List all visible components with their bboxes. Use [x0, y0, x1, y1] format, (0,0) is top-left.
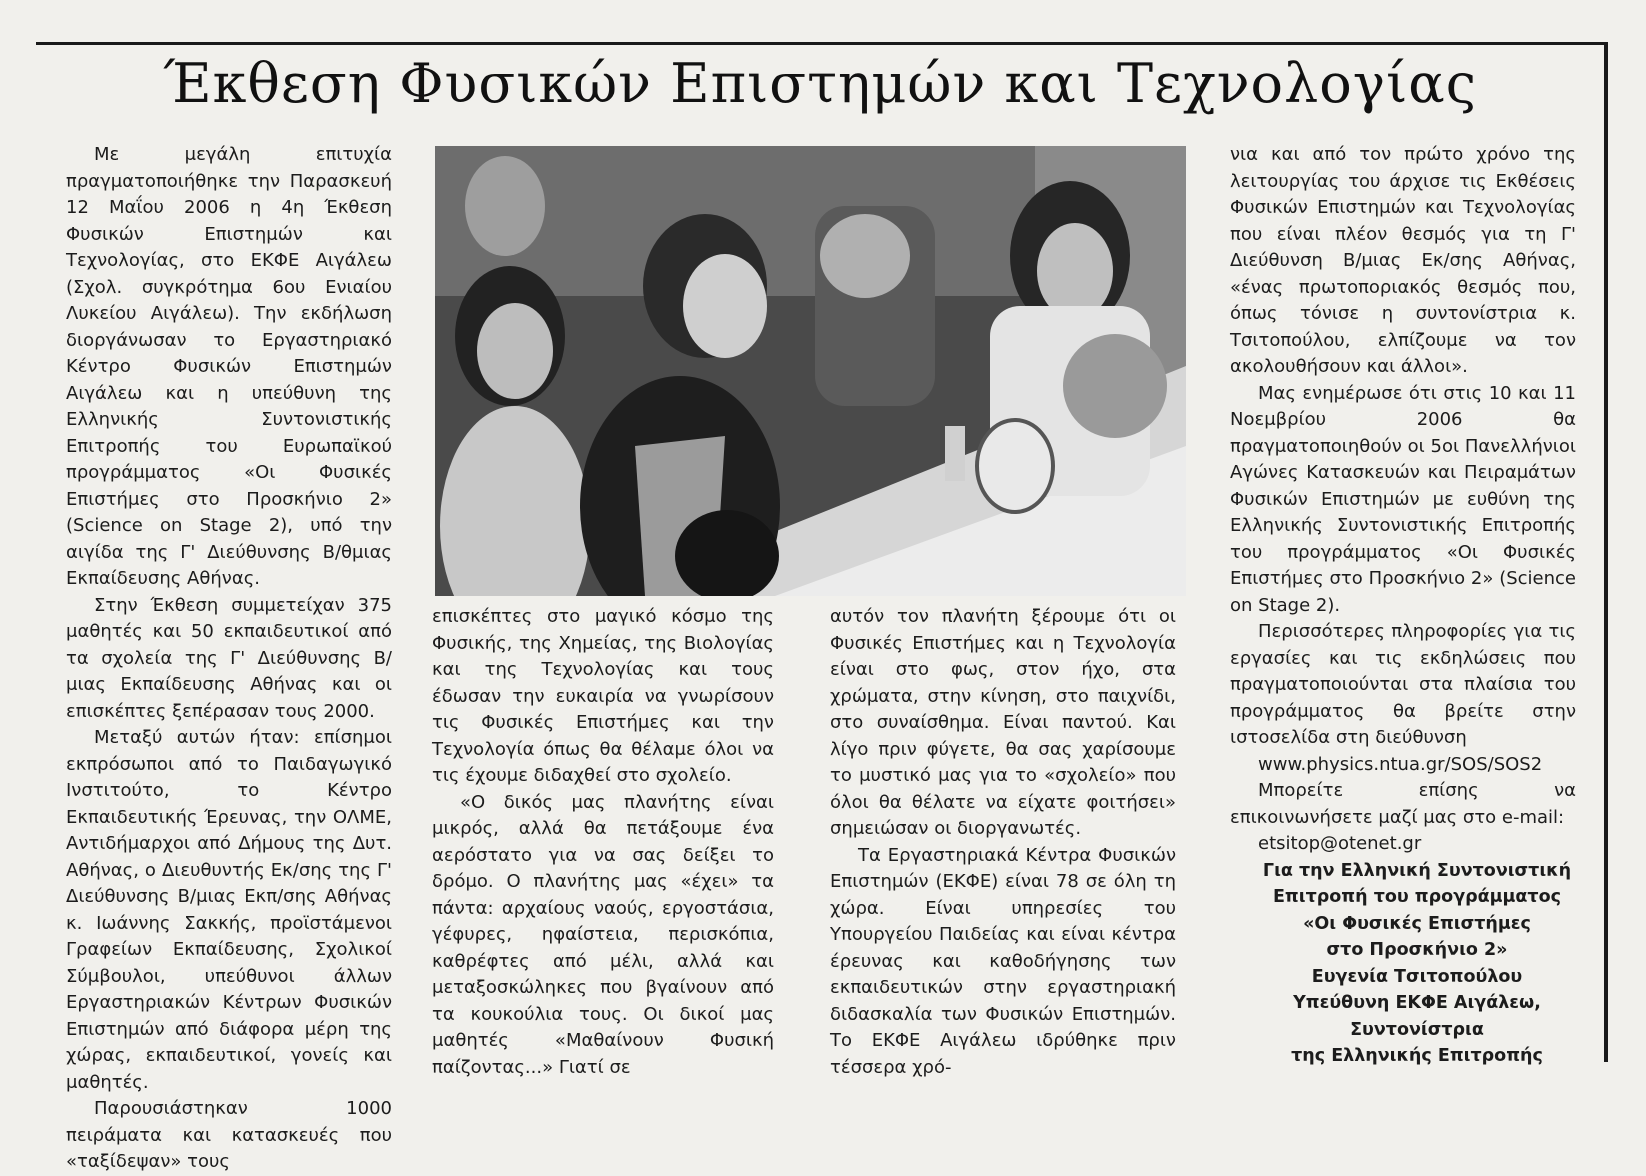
signature-line: της Ελληνικής Επιτροπής [1291, 1046, 1543, 1066]
paragraph: αυτόν τον πλανήτη ξέρουμε ότι οι Φυσικές Επιστήμες και η Τεχνολογία είναι στο φως, στον ήχο, στα χρώματα, στην κίνηση, στο παιχνίδι, στο συναίσθημα. Είναι παντού. Και λίγο πριν φύγετε, θα σας χαρίσουμε το μυστικό μας για το «σχολείο» που όλοι θα θέλατε να είχατε φοιτήσει» σημειώσαν οι διοργανωτές. [830, 606, 1176, 839]
right-rule [1604, 42, 1608, 1062]
column-4 [1230, 142, 1576, 1070]
top-rule [36, 42, 1604, 45]
paragraph: Μεταξύ αυτών ήταν: επίσημοι εκπρόσωποι από το Παιδαγωγικό Ινστιτούτο, το Κέντρο Εκπαιδευτικής Έρευνας, την ΟΛΜΕ, Αντιδήμαρχοι από Δήμους της Δυτ. Αθήνας, ο Διευθυντής Εκ/σης της Γ' Διεύθυνσης Β/μιας Εκπ/σης Αθήνας κ. Ιωάννης Σακκής, προϊστάμενοι Γραφείων Εκπαίδευσης, Σχολικοί Σύμβουλοι, υπεύθυνοι άλλων Εργαστηριακών Κέντρων Φυσικών Επιστημών από διάφορα μέρη της χώρας, εκπαιδευτικοί, γονείς και μαθητές. [66, 727, 392, 1093]
column-2 [432, 604, 774, 1081]
signature-line: Υπεύθυνη ΕΚΦΕ Αιγάλεω, [1293, 993, 1541, 1013]
column-3 [830, 604, 1176, 1081]
paragraph: Περισσότερες πληροφορίες για τις εργασίες και τις εκδηλώσεις που πραγματοποιούνται στα πλαίσια του προγράμματος θα βρείτε στην ιστοσελίδα στη διεύθυνση [1230, 621, 1576, 748]
article-photo [435, 146, 1186, 596]
paragraph: Μπορείτε επίσης να επικοινωνήσετε μαζί μας στο e-mail: [1230, 780, 1576, 828]
paragraph: Μας ενημέρωσε ότι στις 10 και 11 Νοεμβρίου 2006 θα πραγματοποιηθούν οι 5οι Πανελλήνιοι Αγώνες Κατασκευών και Πειραμάτων Φυσικών Επιστημών με ευθύνη της Ελληνικής Συντονιστικής Επιτροπής του προγράμματος «Οι Φυσικές Επιστήμες στο Προσκήνιο 2» (Science on Stage 2). [1230, 382, 1576, 616]
paragraph: νια και από τον πρώτο χρόνο της λειτουργίας του άρχισε τις Εκθέσεις Φυσικών Επιστημών και Τεχνολογίας που είναι πλέον θεσμός για τη Γ' Διεύθυνση Β/μιας Εκ/σης Αθήνας, «ένας πρωτοποριακός θεσμός που, όπως τόνισε η συντονίστρια κ. Τσιτοπούλου, ελπίζουμε να τον ακολουθήσουν και άλλοι». [1230, 144, 1576, 377]
signature-line: Ευγενία Τσιτοπούλου [1311, 966, 1523, 987]
students-photo-illustration [435, 146, 1186, 596]
paragraph: Με μεγάλη επιτυχία πραγματοποιήθηκε την Παρασκευή 12 Μαΐου 2006 η 4η Έκθεση Φυσικών Επιστημών και Τεχνολογίας, στο ΕΚΦΕ Αιγάλεω (Σχολ. συγκρότημα 6ου Ενιαίου Λυκείου Αιγάλεω). Την εκδήλωση διοργάνωσαν το Εργαστηριακό Κέντρο Φυσικών Επιστημών Αιγάλεω και η υπεύθυνη της Ελληνικής Συντονιστικής Επιτροπής του Ευρωπαϊκού προγράμματος «Οι Φυσικές Επιστήμες στο Προσκήνιο 2» (Science on Stage 2), υπό την αιγίδα της Γ' Διεύθυνσης Β/θμιας Εκπαίδευσης Αθήνας. [66, 144, 392, 589]
signature-block [1230, 858, 1576, 1070]
paragraph: επισκέπτες στο μαγικό κόσμο της Φυσικής, της Χημείας, της Βιολογίας και της Τεχνολογίας και τους έδωσαν την ευκαιρία να γνωρίσουν τις Φυσικές Επιστήμες και την Τεχνολογία όπως θα θέλαμε όλοι να τις έχουμε διδαχθεί στο σχολείο. [432, 606, 774, 786]
signature-line: στο Προσκήνιο 2» [1326, 940, 1508, 960]
article-title: Έκθεση Φυσικών Επιστημών και Τεχνολογίας [163, 52, 1477, 115]
paragraph: «Ο δικός μας πλανήτης είναι μικρός, αλλά θα πετάξουμε ένα αερόστατο για να σας δείξει το δρόμο. Ο πλανήτης μας «έχει» τα πάντα: αρχαίους ναούς, εργοστάσια, γέφυρες, ηφαίστεια, περισκόπια, καθρέφτες από μέλι, αλλά και μεταξοσκώληκες που βγαίνουν από τα κουκούλια τους. Οι δικοί μας μαθητές «Μαθαίνουν Φυσική παίζοντας...» Γιατί σε [432, 791, 774, 1078]
paragraph: Τα Εργαστηριακά Κέντρα Φυσικών Επιστημών (ΕΚΦΕ) είναι 78 σε όλη τη χώρα. Είναι υπηρεσίες του Υπουργείου Παιδείας και είναι κέντρα έρευνας και καθοδήγησης των εκπαιδευτικών στην εργαστηριακή διδασκαλία των Φυσικών Επιστημών. Το ΕΚΦΕ Αιγάλεω ιδρύθηκε πριν τέσσερα χρό- [830, 844, 1176, 1078]
website-url: www.physics.ntua.gr/SOS/SOS2 [1258, 753, 1543, 775]
paragraph: Στην Έκθεση συμμετείχαν 375 μαθητές και 50 εκπαιδευτικοί από τα σχολεία της Γ' Διεύθυνσης Β/μιας Εκπαίδευσης Αθήνας και οι επισκέπτες ξεπέρασαν τους 2000. [66, 594, 392, 722]
email-address: etsitop@otenet.gr [1258, 833, 1422, 854]
signature-line: Επιτροπή του προγράμματος [1272, 887, 1562, 907]
column-1 [66, 142, 392, 1176]
signature-line: «Οι Φυσικές Επιστήμες [1303, 913, 1531, 934]
signature-line: Για την Ελληνική Συντονιστική [1262, 860, 1572, 881]
paragraph: Παρουσιάστηκαν 1000 πειράματα και κατασκευές που «ταξίδεψαν» τους [66, 1098, 392, 1172]
signature-line: Συντονίστρια [1350, 1019, 1484, 1040]
